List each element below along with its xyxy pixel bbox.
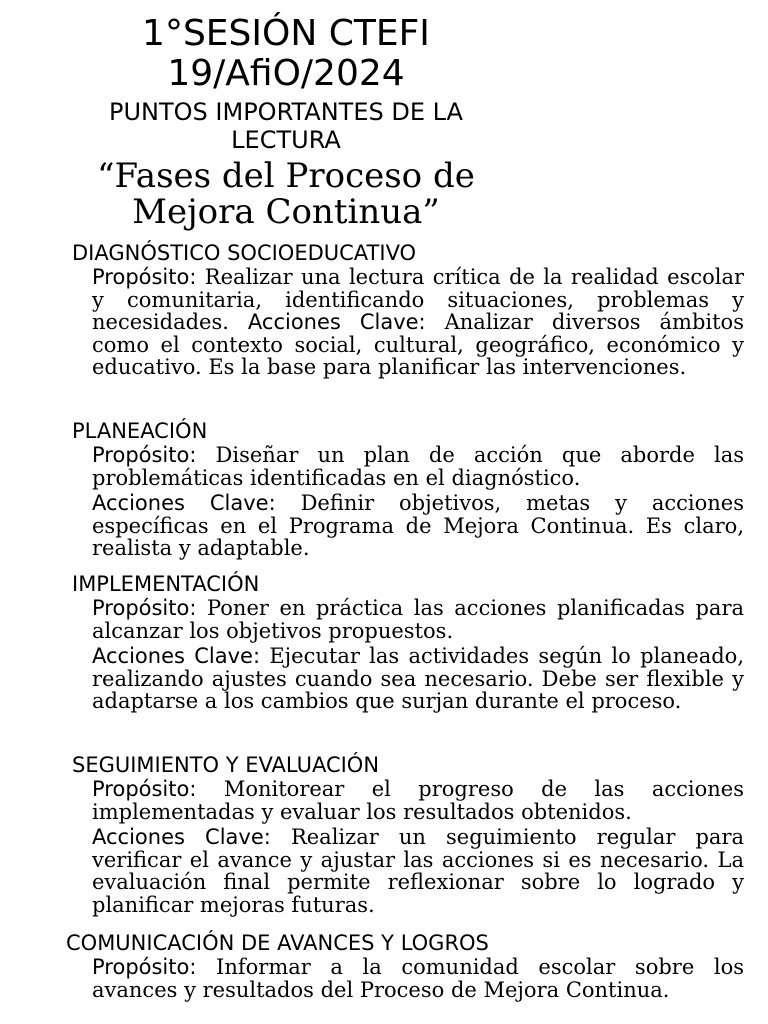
- key-actions-text: Analizar diversos ámbitos como el contexto social, cultural, geográfico, económico y educativo. Es la base para planificar las intervenciones.: [92, 310, 744, 379]
- reading-subtitle: PUNTOS IMPORTANTES DE LA LECTURA: [109, 98, 463, 154]
- purpose-text: Monitorear el progreso de las acciones implementadas y evaluar los resultados obtenidos.: [92, 777, 744, 824]
- purpose-paragraph: [92, 778, 744, 823]
- key-actions-text: Definir objetivos, metas y acciones específicas en el Programa de Mejora Continua. Es claro, realista y adaptable.: [92, 491, 745, 560]
- purpose-text: Informar a la comunidad escolar sobre los avances y resultados del Proceso de Mejora Continua.: [92, 955, 744, 1002]
- purpose-text: Poner en práctica las acciones planificadas para alcanzar los objetivos propuestos.: [92, 596, 744, 643]
- purpose-paragraph: [92, 956, 744, 1001]
- section-implementacion: [72, 571, 744, 713]
- section-seguimiento: [72, 752, 744, 916]
- section-body: [92, 266, 744, 379]
- purpose-label: Propósito:: [92, 265, 197, 289]
- purpose-label: Propósito:: [92, 777, 197, 801]
- section-heading: PLANEACIÓN: [72, 419, 208, 443]
- purpose-text: Diseñar un plan de acción que aborde las problemáticas identificadas en el diagnóstico.: [92, 443, 744, 490]
- purpose-label: Propósito:: [92, 443, 197, 467]
- key-actions-label: Acciones Clave:: [247, 310, 426, 334]
- session-date: 19/AfiO/2024: [167, 53, 405, 94]
- session-title: 1°SESIÓN CTEFI: [142, 13, 430, 54]
- key-actions-text: Realizar un seguimiento regular para verificar el avance y ajustar las acciones si es necesario. La evaluación final permite reflexionar sobre lo logrado y planificar mejoras futuras.: [92, 825, 745, 917]
- reading-title: “Fases del Proceso de Mejora Continua”: [97, 156, 475, 232]
- purpose-paragraph: [92, 444, 744, 489]
- purpose-label: Propósito:: [92, 955, 197, 979]
- section-heading: IMPLEMENTACIÓN: [72, 572, 260, 596]
- purpose-label: Propósito:: [92, 596, 197, 620]
- key-actions-paragraph: [92, 492, 744, 560]
- section-heading: COMUNICACIÓN DE AVANCES Y LOGROS: [66, 931, 489, 955]
- key-actions-label: Acciones Clave:: [92, 491, 276, 515]
- section-diagnostico: [72, 240, 744, 379]
- key-actions-label: Acciones Clave:: [92, 644, 261, 668]
- key-actions-paragraph: [92, 826, 744, 916]
- section-comunicacion: [66, 930, 744, 1001]
- section-heading: SEGUIMIENTO Y EVALUACIÓN: [72, 753, 380, 777]
- document-header: [70, 14, 502, 230]
- section-planeacion: [72, 418, 744, 560]
- section-heading: DIAGNÓSTICO SOCIOEDUCATIVO: [72, 241, 417, 265]
- purpose-text: Realizar una lectura crítica de la realidad escolar y comunitaria, identificando situaciones, problemas y necesidades.: [92, 265, 744, 334]
- key-actions-paragraph: [92, 645, 744, 713]
- purpose-paragraph: [92, 597, 744, 642]
- key-actions-text: Ejecutar las actividades según lo planeado, realizando ajustes cuando sea necesario. Debe ser flexible y adaptarse a los cambios que surjan durante el proceso.: [92, 644, 744, 713]
- key-actions-label: Acciones Clave:: [92, 825, 271, 849]
